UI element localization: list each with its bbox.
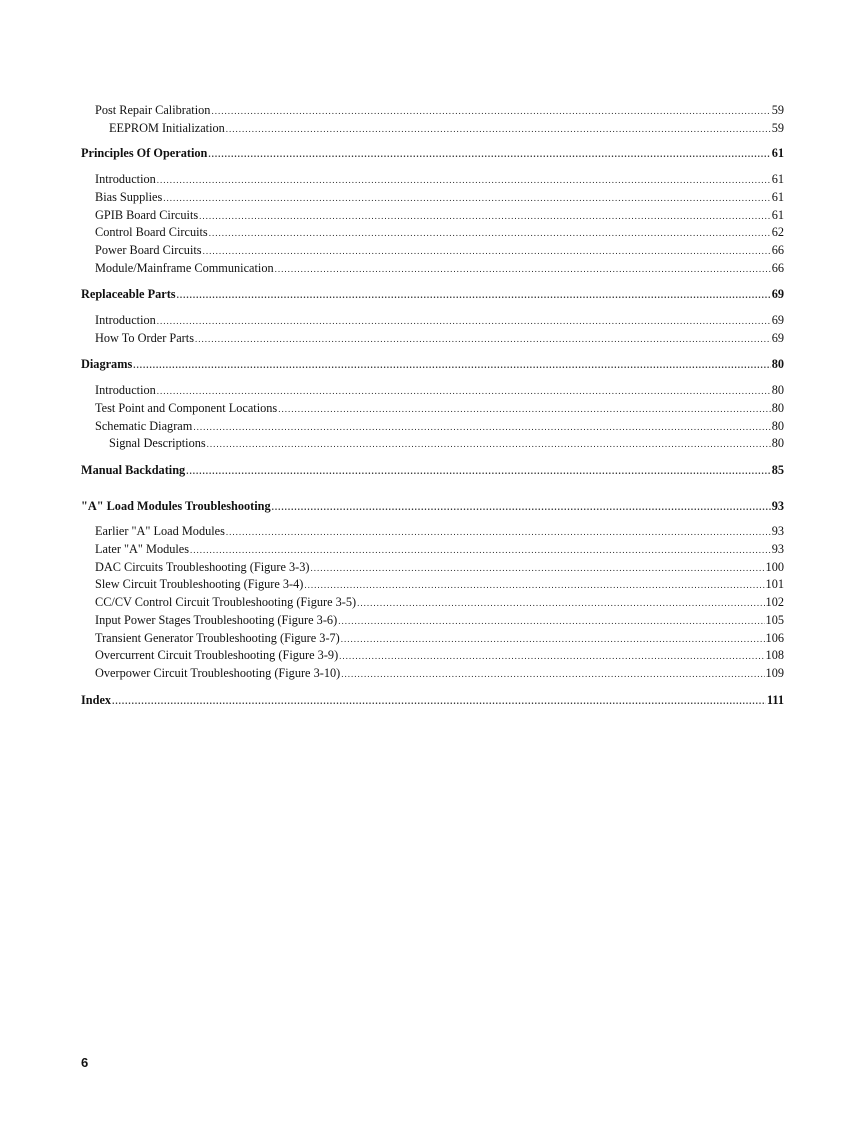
toc-entry-title: Introduction (95, 172, 156, 187)
dot-leader (275, 261, 771, 278)
dot-leader (207, 436, 771, 453)
toc-chapter-title: Replaceable Parts (81, 287, 176, 302)
dot-leader (278, 401, 770, 418)
toc-chapter[interactable] (81, 462, 784, 480)
toc-chapter-title: Manual Backdating (81, 462, 186, 477)
toc-entry-page: 109 (765, 665, 784, 680)
toc-entry-page: 61 (771, 172, 784, 187)
toc-entry-title: Schematic Diagram (95, 418, 193, 433)
toc-entry-title: Bias Supplies (95, 189, 163, 204)
toc-entry[interactable] (81, 594, 784, 612)
dot-leader (157, 172, 771, 189)
dot-leader (341, 631, 765, 648)
toc-entry-title: Input Power Stages Troubleshooting (Figure 3-6) (95, 612, 338, 627)
toc-entry[interactable] (81, 523, 784, 541)
dot-leader (209, 225, 771, 242)
toc-entry-page: 100 (765, 559, 784, 574)
toc-entry-page: 93 (771, 542, 784, 557)
toc-entry-page: 66 (771, 242, 784, 257)
dot-leader (357, 595, 764, 612)
toc-entry[interactable] (81, 120, 784, 138)
toc-entry-page: 105 (765, 612, 784, 627)
toc-entry-title: Overcurrent Circuit Troubleshooting (Figure 3-9) (95, 648, 339, 663)
table-of-contents (81, 102, 784, 717)
dot-leader (157, 313, 771, 330)
dot-leader (311, 560, 765, 577)
toc-entry-title: EEPROM Initialization (109, 120, 225, 135)
toc-entry[interactable] (81, 435, 784, 453)
toc-entry-title: Slew Circuit Troubleshooting (Figure 3-4) (95, 577, 304, 592)
toc-entry-page: 61 (771, 207, 784, 222)
dot-leader (193, 419, 770, 436)
toc-entry-page: 69 (771, 313, 784, 328)
toc-entry-page: 108 (765, 648, 784, 663)
toc-entry-title: Transient Generator Troubleshooting (Figure 3-7) (95, 630, 340, 645)
toc-entry-page: 80 (771, 400, 784, 415)
toc-chapter-page: 80 (771, 357, 784, 372)
toc-entry-page: 102 (765, 595, 784, 610)
dot-leader (199, 208, 771, 225)
dot-leader (226, 121, 771, 138)
toc-entry-title: Introduction (95, 383, 156, 398)
toc-entry[interactable] (81, 171, 784, 189)
dot-leader (304, 577, 764, 594)
dot-leader (195, 331, 771, 348)
toc-entry-title: GPIB Board Circuits (95, 207, 199, 222)
toc-chapter-page: 85 (771, 462, 784, 477)
toc-entry-title: Test Point and Component Locations (95, 400, 278, 415)
dot-leader (157, 383, 771, 400)
toc-entry[interactable] (81, 242, 784, 260)
toc-entry-title: DAC Circuits Troubleshooting (Figure 3-3) (95, 559, 310, 574)
toc-entry[interactable] (81, 382, 784, 400)
dot-leader (272, 499, 771, 516)
toc-entry-title: Signal Descriptions (109, 436, 206, 451)
dot-leader (339, 648, 764, 665)
toc-entry-page: 101 (765, 577, 784, 592)
toc-entry-title: Control Board Circuits (95, 225, 208, 240)
toc-entry-page: 59 (771, 120, 784, 135)
toc-entry[interactable] (81, 576, 784, 594)
toc-chapter-page: 93 (771, 498, 784, 513)
toc-entry[interactable] (81, 260, 784, 278)
toc-chapter-title: "A" Load Modules Troubleshooting (81, 498, 271, 513)
toc-entry-title: Introduction (95, 313, 156, 328)
toc-entry[interactable] (81, 541, 784, 559)
dot-leader (226, 524, 771, 541)
toc-entry[interactable] (81, 612, 784, 630)
toc-entry-title: Module/Mainframe Communication (95, 260, 274, 275)
toc-entry-title: Post Repair Calibration (95, 103, 211, 117)
dot-leader (208, 146, 770, 163)
toc-entry[interactable] (81, 224, 784, 242)
dot-leader (186, 463, 770, 480)
toc-entry-page: 80 (771, 418, 784, 433)
dot-leader (338, 613, 764, 630)
toc-entry[interactable] (81, 330, 784, 348)
toc-entry-page: 62 (771, 225, 784, 240)
toc-entry-page: 106 (765, 630, 784, 645)
toc-entry-page: 69 (771, 330, 784, 345)
dot-leader (211, 103, 770, 120)
toc-entry[interactable] (81, 207, 784, 225)
dot-leader (203, 243, 771, 260)
toc-chapter[interactable] (81, 145, 784, 163)
toc-entry[interactable] (81, 102, 784, 120)
dot-leader (112, 693, 766, 710)
toc-chapter[interactable] (81, 286, 784, 304)
toc-entry-page: 61 (771, 189, 784, 204)
toc-entry-title: How To Order Parts (95, 330, 194, 345)
toc-chapter[interactable] (81, 498, 784, 516)
toc-entry[interactable] (81, 630, 784, 648)
toc-entry[interactable] (81, 647, 784, 665)
toc-entry-page: 66 (771, 260, 784, 275)
toc-entry[interactable] (81, 189, 784, 207)
toc-entry-page: 93 (771, 524, 784, 539)
toc-entry-page: 80 (771, 383, 784, 398)
toc-chapter-title: Index (81, 692, 112, 707)
toc-chapter-page: 69 (771, 287, 784, 302)
toc-chapter-page: 61 (771, 146, 784, 161)
toc-entry-title: Earlier "A" Load Modules (95, 524, 225, 539)
dot-leader (133, 357, 770, 374)
toc-entry-title: Later "A" Modules (95, 542, 190, 557)
toc-entry-title: CC/CV Control Circuit Troubleshooting (Figure 3-5) (95, 595, 357, 610)
toc-chapter-title: Diagrams (81, 357, 133, 372)
toc-chapter[interactable] (81, 692, 784, 710)
toc-entry[interactable] (81, 418, 784, 436)
dot-leader (163, 190, 770, 207)
dot-leader (190, 542, 771, 559)
toc-chapter-title: Principles Of Operation (81, 146, 208, 161)
toc-chapter-page: 111 (766, 692, 784, 707)
dot-leader (177, 287, 771, 304)
page-number: 6 (81, 1055, 89, 1070)
toc-entry-title: Power Board Circuits (95, 242, 202, 257)
dot-leader (341, 666, 764, 683)
toc-entry[interactable] (81, 312, 784, 330)
toc-entry[interactable] (81, 400, 784, 418)
toc-chapter[interactable] (81, 356, 784, 374)
toc-entry[interactable] (81, 665, 784, 683)
toc-entry-page: 80 (771, 436, 784, 451)
toc-entry-title: Overpower Circuit Troubleshooting (Figure 3-10) (95, 665, 341, 680)
toc-entry[interactable] (81, 559, 784, 577)
toc-entry-page: 59 (771, 103, 784, 117)
